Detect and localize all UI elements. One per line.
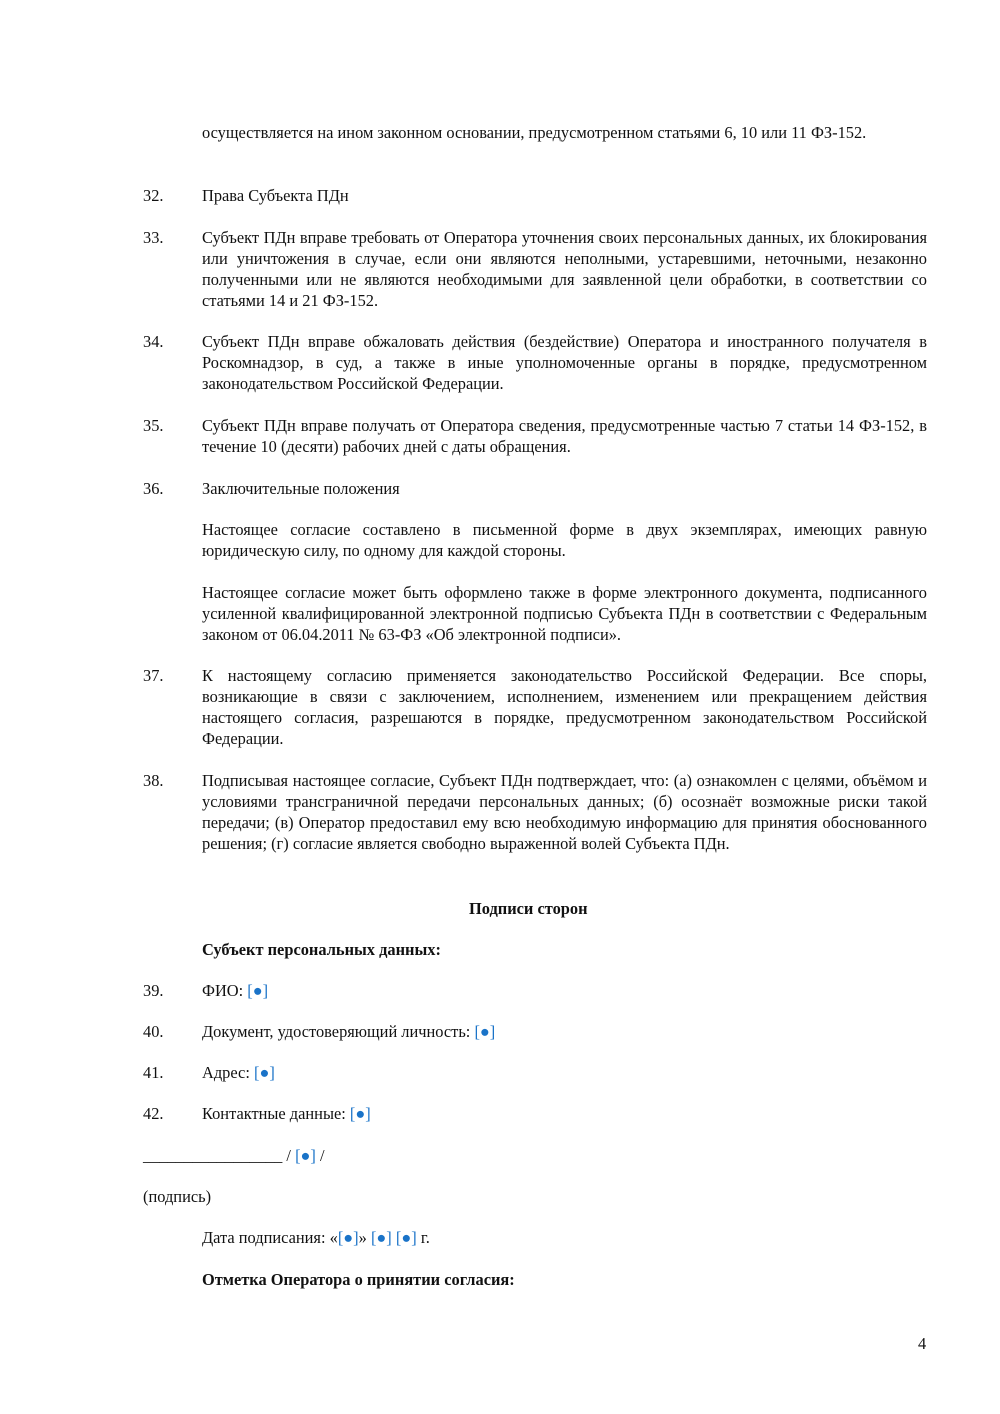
placeholder-signer-name[interactable]: [●] (295, 1146, 316, 1165)
section-title-rights: Права Субъекта ПДн (202, 186, 349, 205)
clause-text: Субъект ПДн вправе обжаловать действия (бездействие) Оператора и иностранного получателя в Роскомнадзор, в суд, а также в иные уполномоченные органы в порядке, предусмотренном законодательством Российской Федерации. (202, 332, 927, 393)
placeholder-contacts[interactable]: [●] (349, 1104, 371, 1123)
placeholder-month[interactable]: [●] (370, 1228, 392, 1247)
item-number: 36. (143, 479, 164, 498)
field-label: Адрес: (202, 1063, 254, 1082)
contacts-field (202, 1103, 371, 1124)
field-label: Контактные данные: (202, 1104, 350, 1123)
address-field (202, 1062, 275, 1083)
clause-text: Субъект ПДн вправе получать от Оператора сведения, предусмотренные частью 7 статьи 14 ФЗ-152, в течение 10 (десяти) рабочих дней с даты обращения. (202, 416, 927, 456)
clause-text: Настоящее согласие составлено в письменной форме в двух экземплярах, имеющих равную юридическую силу, по одному для каждой стороны. (202, 520, 927, 560)
page-number: 4 (918, 1334, 927, 1353)
field-label: Документ, удостоверяющий личность: (202, 1022, 475, 1041)
item-number: 34. (143, 332, 164, 351)
item-number: 40. (143, 1022, 164, 1041)
date-label: Дата подписания: « (202, 1228, 338, 1247)
signature-line (143, 1145, 325, 1166)
item-number: 33. (143, 228, 164, 247)
continuation-text: осуществляется на ином законном основании, предусмотренном статьями 6, 10 или 11 ФЗ-152. (202, 123, 867, 142)
placeholder-address[interactable]: [●] (253, 1063, 275, 1082)
item-number: 39. (143, 981, 164, 1000)
field-label: ФИО: (202, 981, 248, 1000)
operator-heading: Отметка Оператора о принятии согласия: (202, 1270, 515, 1289)
item-number: 35. (143, 416, 164, 435)
signature-caption: (подпись) (143, 1187, 212, 1206)
signature-underline[interactable]: _________________ / (143, 1146, 296, 1165)
item-number: 38. (143, 771, 164, 790)
subject-heading: Субъект персональных данных: (202, 940, 441, 959)
clause-text: К настоящему согласию применяется законодательство Российской Федерации. Все споры, возникающие в связи с заключением, исполнением, изменением или прекращением действия настоящего согласия, разрешаются в порядке, предусмотренном законодательством Российской Федерации. (202, 666, 927, 748)
clause-text: Субъект ПДн вправе требовать от Оператора уточнения своих персональных данных, их блокирования или уничтожения в случае, если они являются неполными, устаревшими, неточными, незаконно полученными или не являются необходимыми для заявленной цели обработки, в соответствии со статьями 14 и 21 ФЗ-152. (202, 228, 927, 310)
signing-date (202, 1227, 430, 1248)
placeholder-fio[interactable]: [●] (247, 981, 269, 1000)
fio-field (202, 980, 268, 1001)
placeholder-day[interactable]: [●] (337, 1228, 359, 1247)
date-quote-close: » (358, 1228, 371, 1247)
placeholder-id-document[interactable]: [●] (474, 1022, 496, 1041)
placeholder-year[interactable]: [●] (395, 1228, 417, 1247)
id-document-field (202, 1021, 495, 1042)
item-number: 42. (143, 1104, 164, 1123)
item-number: 41. (143, 1063, 164, 1082)
item-number: 37. (143, 666, 164, 685)
section-title-final: Заключительные положения (202, 479, 400, 498)
signatures-heading: Подписи сторон (469, 899, 588, 918)
date-suffix: г. (416, 1228, 430, 1247)
item-number: 32. (143, 186, 164, 205)
signature-slash: / (315, 1146, 325, 1165)
clause-text: Настоящее согласие может быть оформлено также в форме электронного документа, подписанного усиленной квалифицированной электронной подписью Субъекта ПДн в соответствии с Федеральным законом от 06.04.2011 № 63-ФЗ «Об электронной подписи». (202, 583, 927, 644)
clause-text: Подписывая настоящее согласие, Субъект ПДн подтверждает, что: (а) ознакомлен с целями, объёмом и условиями трансграничной передачи персональных данных; (б) осознаёт возможные риски такой передачи; (в) Оператор предоставил ему всю необходимую информацию для принятия обоснованного решения; (г) согласие является свободно выраженной волей Субъекта ПДн. (202, 771, 927, 853)
